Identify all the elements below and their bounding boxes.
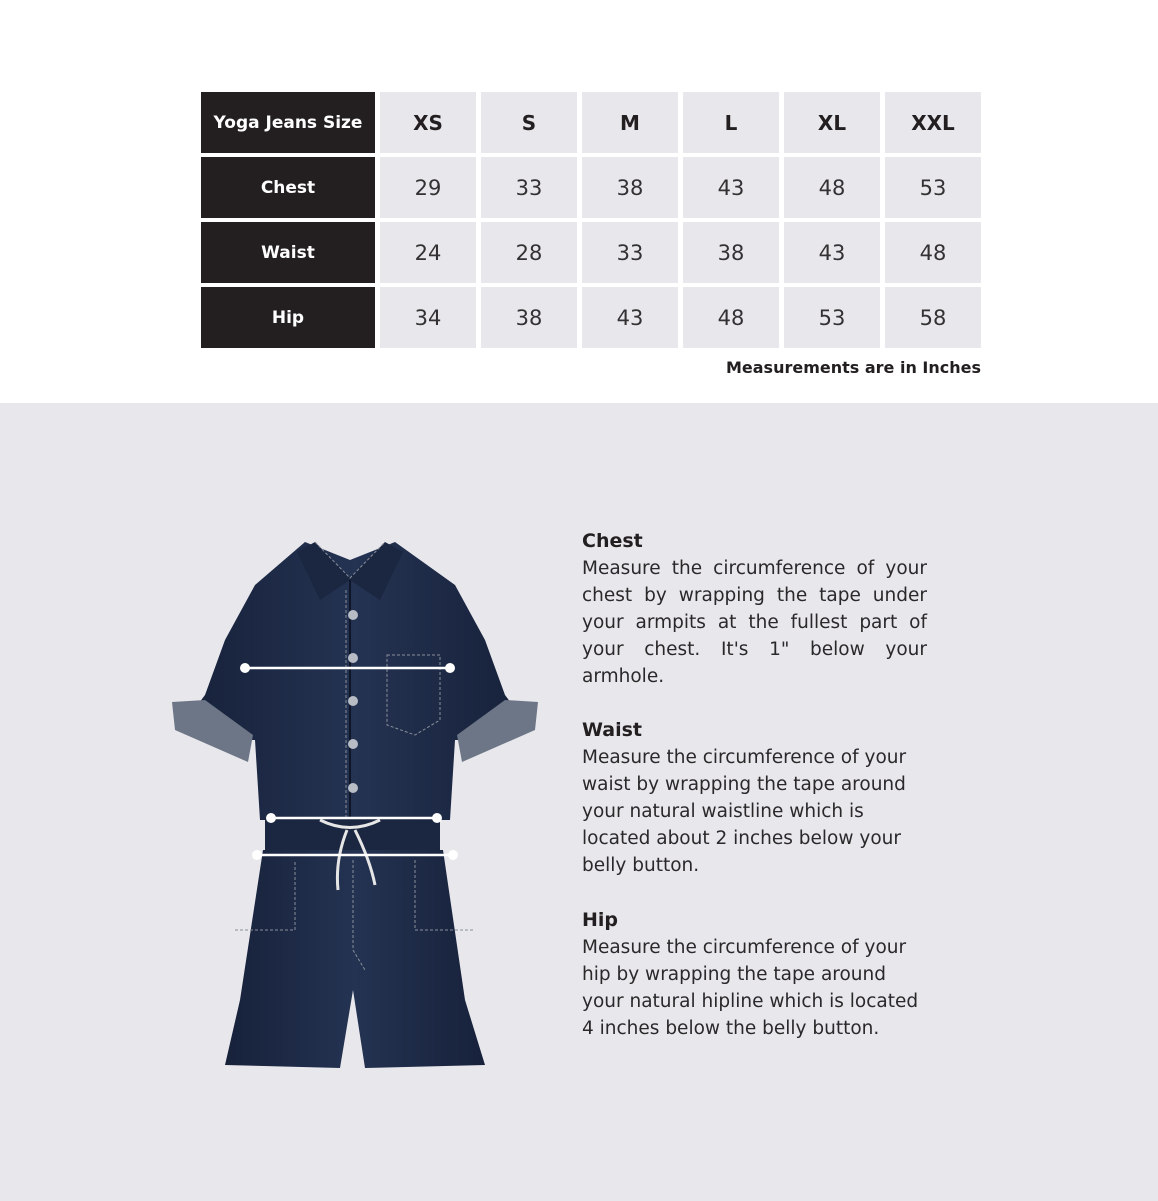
row-label-chest: Chest xyxy=(201,157,375,218)
table-corner-label: Yoga Jeans Size xyxy=(201,92,375,153)
table-cell: 34 xyxy=(380,287,476,348)
table-cell: 38 xyxy=(481,287,577,348)
waist-guide-text: Measure the circumference of your waist by wrapping the tape around your natural waistline which is located about 2 inches below your belly button. xyxy=(582,747,907,876)
table-cell: 43 xyxy=(683,157,779,218)
table-cell: 38 xyxy=(683,222,779,283)
hip-guide-title: Hip xyxy=(582,909,619,931)
size-header-xl: XL xyxy=(784,92,880,153)
measurement-unit-note: Measurements are in Inches xyxy=(725,358,981,377)
size-header-l: L xyxy=(683,92,779,153)
table-cell: 43 xyxy=(582,287,678,348)
hip-guide-text: Measure the circumference of your hip by wrapping the tape around your natural hipline which is located 4 inches below the belly button. xyxy=(582,937,919,1039)
table-cell: 24 xyxy=(380,222,476,283)
table-cell: 29 xyxy=(380,157,476,218)
size-header-s: S xyxy=(481,92,577,153)
table-cell: 33 xyxy=(582,222,678,283)
row-label-hip: Hip xyxy=(201,287,375,348)
table-cell: 53 xyxy=(885,157,981,218)
size-header-xs: XS xyxy=(380,92,476,153)
denim-romper-illustration xyxy=(165,530,545,1075)
table-cell: 48 xyxy=(784,157,880,218)
size-header-m: M xyxy=(582,92,678,153)
table-cell: 48 xyxy=(885,222,981,283)
table-cell: 58 xyxy=(885,287,981,348)
table-cell: 43 xyxy=(784,222,880,283)
size-chart-section xyxy=(0,0,1158,403)
hip-guide xyxy=(582,907,927,1042)
table-cell: 53 xyxy=(784,287,880,348)
waist-guide xyxy=(582,717,927,879)
row-label-waist: Waist xyxy=(201,222,375,283)
chest-guide-title: Chest xyxy=(582,530,643,552)
chest-guide xyxy=(582,528,927,690)
waist-guide-title: Waist xyxy=(582,719,643,741)
table-cell: 38 xyxy=(582,157,678,218)
table-cell: 33 xyxy=(481,157,577,218)
table-cell: 48 xyxy=(683,287,779,348)
size-header-xxl: XXL xyxy=(885,92,981,153)
table-cell: 28 xyxy=(481,222,577,283)
chest-guide-text: Measure the circumference of your chest by wrapping the tape under your armpits at the fullest part of your chest. It's 1" below your armhole. xyxy=(582,558,927,687)
